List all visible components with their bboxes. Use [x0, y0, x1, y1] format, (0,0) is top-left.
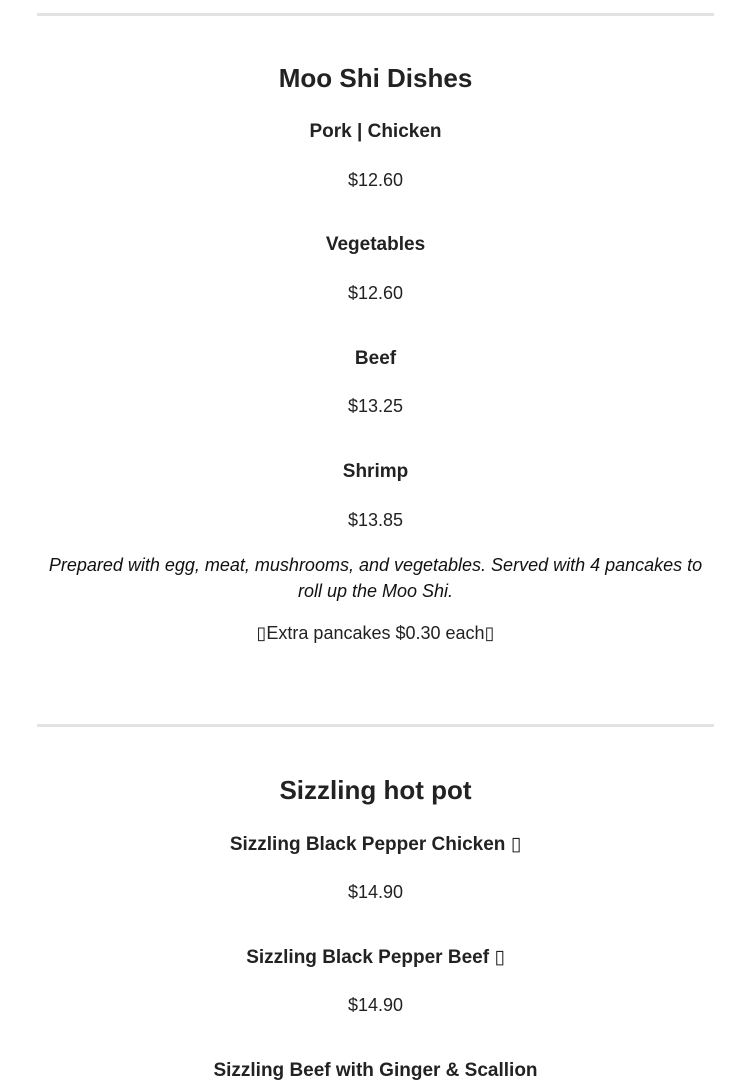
item-name-text: Sizzling Black Pepper Chicken: [229, 834, 506, 855]
item-name-text: Sizzling Black Pepper Beef: [246, 947, 490, 968]
extra-pancakes-note: [0, 621, 751, 646]
menu-item-price: $12.60: [347, 170, 404, 190]
section-divider: [37, 724, 714, 727]
section-title: Sizzling hot pot: [279, 775, 472, 805]
spicy-icon: ▯: [510, 833, 522, 855]
section-description: Prepared with egg, meat, mushrooms, and vegetables. Served with 4 pancakes to roll up the Moo Shi.: [48, 555, 703, 601]
note-text: Extra pancakes $0.30 each: [266, 623, 485, 643]
menu-item-name: [0, 945, 751, 970]
menu-item-name: [0, 832, 751, 857]
menu-item-name: Pork | Chicken: [309, 121, 442, 142]
menu-item-price: $14.90: [347, 882, 404, 902]
menu-item-name: Shrimp: [342, 461, 409, 482]
menu-item-price: $13.85: [347, 510, 404, 530]
menu-item-name: Sizzling Beef with Ginger & Scallion: [213, 1060, 538, 1081]
menu-item-price: $14.90: [347, 995, 404, 1015]
missing-glyph-icon: ▯: [484, 623, 495, 644]
menu-item-name: Vegetables: [325, 234, 426, 255]
menu-item-name: Beef: [354, 348, 397, 369]
menu-item-price: $12.60: [347, 283, 404, 303]
section-title: Moo Shi Dishes: [278, 63, 473, 93]
menu-item-price: $13.25: [347, 396, 404, 416]
top-divider: [37, 13, 714, 16]
missing-glyph-icon: ▯: [256, 623, 267, 644]
spicy-icon: ▯: [494, 946, 505, 968]
